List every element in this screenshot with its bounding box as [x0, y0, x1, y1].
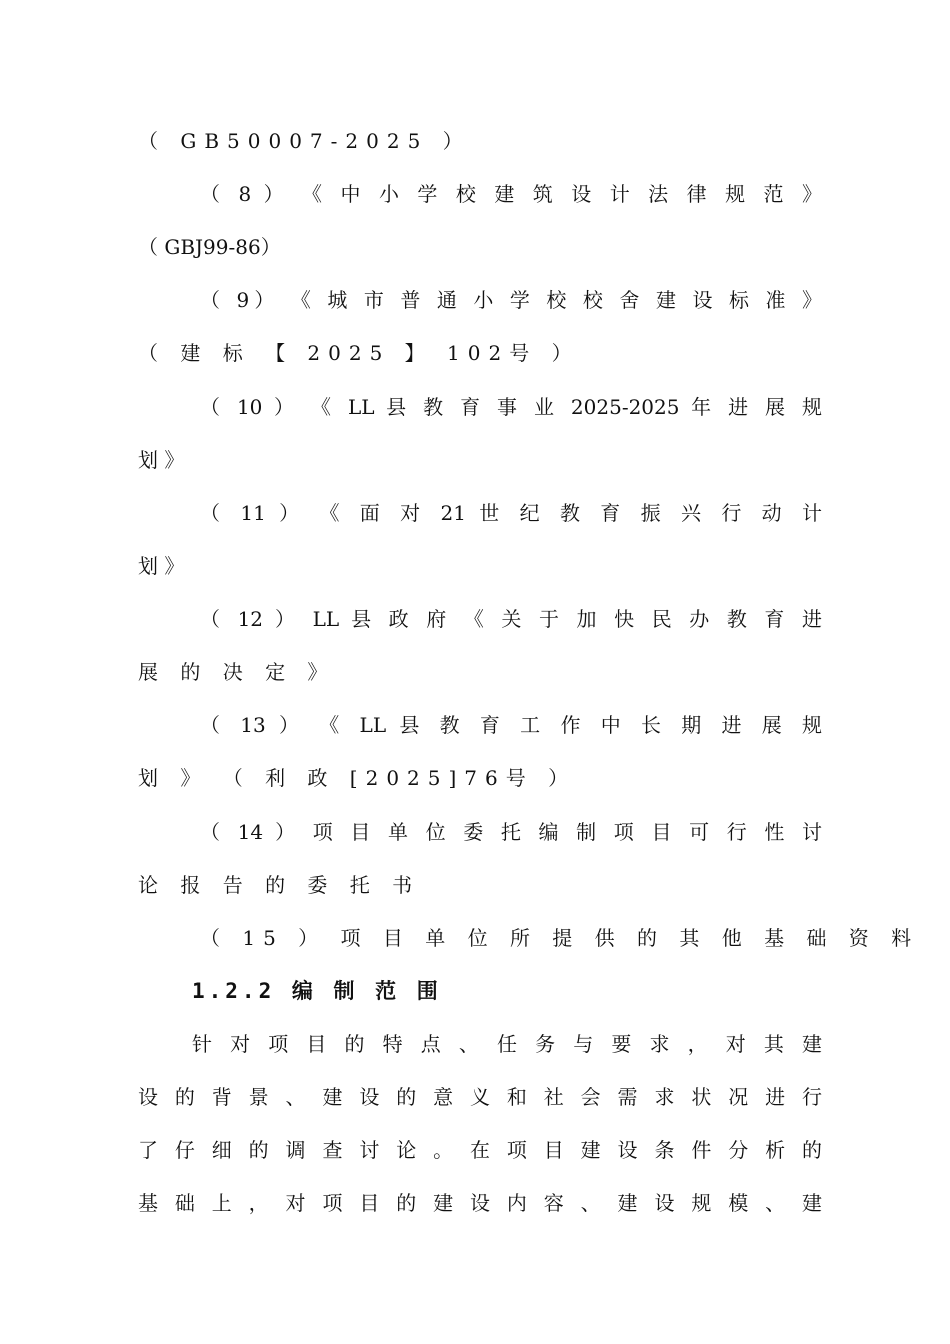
text-line: 划 》 （ 利 政 [2025]76号 ） — [138, 766, 577, 790]
text-line: 了 仔 细 的 调 查 讨 论 。 在 项 目 建 设 条 件 分 析 的 — [138, 1138, 822, 1162]
text-line: （ 15 ） 项 目 单 位 所 提 供 的 其 他 基 础 资 料 — [200, 926, 920, 950]
text-line: （ 13 ） 《 LL 县 教 育 工 作 中 长 期 进 展 规 — [200, 713, 822, 737]
text-line: 划 》 — [138, 448, 185, 472]
text-line: （ 建 标 【 2025 】 102号 ） — [138, 341, 580, 365]
text-line: 划 》 — [138, 554, 185, 578]
text-line: （ 11 ） 《 面 对 21 世 纪 教 育 振 兴 行 动 计 — [200, 501, 822, 525]
text-line: （ 14 ） 项 目 单 位 委 托 编 制 项 目 可 行 性 讨 — [200, 820, 822, 844]
text-line: （ 9） 《 城 市 普 通 小 学 校 校 舍 建 设 标 准 》 — [200, 288, 822, 312]
text-line: （ 10 ） 《 LL 县 教 育 事 业 2025-2025 年 进 展 规 — [200, 395, 822, 419]
text-line: 论 报 告 的 委 托 书 — [138, 873, 421, 897]
text-line: 针 对 项 目 的 特 点 、 任 务 与 要 求 ， 对 其 建 — [192, 1032, 822, 1056]
text-line: （ 12 ） LL 县 政 府 《 关 于 加 快 民 办 教 育 进 — [200, 607, 822, 631]
section-heading: 1.2.2 编 制 范 围 — [192, 979, 442, 1003]
text-line: （ GBJ99-86） — [138, 235, 281, 259]
text-line: 展 的 决 定 》 — [138, 660, 336, 684]
text-line: （ GB50007-2025 ） — [138, 129, 471, 153]
text-line: 基 础 上 ， 对 项 目 的 建 设 内 容 、 建 设 规 模 、 建 — [138, 1191, 822, 1215]
text-line: （ 8 ） 《 中 小 学 校 建 筑 设 计 法 律 规 范 》 — [200, 182, 822, 206]
text-line: 设 的 背 景 、 建 设 的 意 义 和 社 会 需 求 状 况 进 行 — [138, 1085, 822, 1109]
